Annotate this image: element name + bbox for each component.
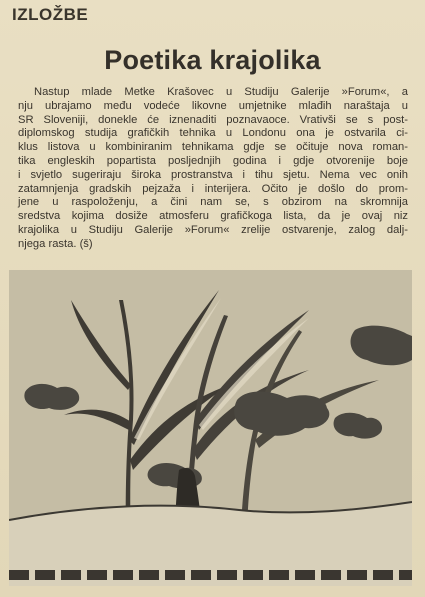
article-line: i svjetlo sugeriraju široka prostranstva i tihu sjetu. Nema vec onih [18,168,408,181]
section-label: IZLOŽBE [12,5,89,24]
article-line: diplomskog studija grafičkih tehnika u Londonu ona je ostvarila ci- [18,127,408,140]
article-line: nju ubrajamo među vodeće likovne umjetnike mlađih naraštaja u [18,99,408,112]
article-line: tika engleskih popartista posljednjih godina i gdje otvorenije boje [18,154,408,167]
article-line: krajolika u Studiju Galerije »Forum« zrelije ostvarenje, zalog dalj- [18,223,408,236]
article-line: sredstva kojima dosiže atmosferu grafičkoga lista, da je ovaj niz [18,210,408,223]
headline: Poetika krajolika [104,45,321,75]
landscape-print-image [9,270,412,586]
bottom-border-strip [9,570,412,580]
article-line: jene u raspoloženju, a čini nam se, s obzirom na skromnija [18,196,408,209]
article-line: Nastup mlade Metke Krašovec u Studiju Galerije »Forum«, a [34,86,408,98]
article-line: SR Sloveniji, donekle će iznenaditi poznavaoce. Vrativši se s post- [18,113,408,126]
article-line: zatamnjenja gradskih pejzaža i interijera. Očito je došlo do prom- [18,182,408,195]
article-body [18,86,408,252]
article-line: klus listova u kombiniranim tehnikama gdje se očituje nova roman- [18,141,408,154]
article-line: njega rasta. (š) [18,237,93,250]
